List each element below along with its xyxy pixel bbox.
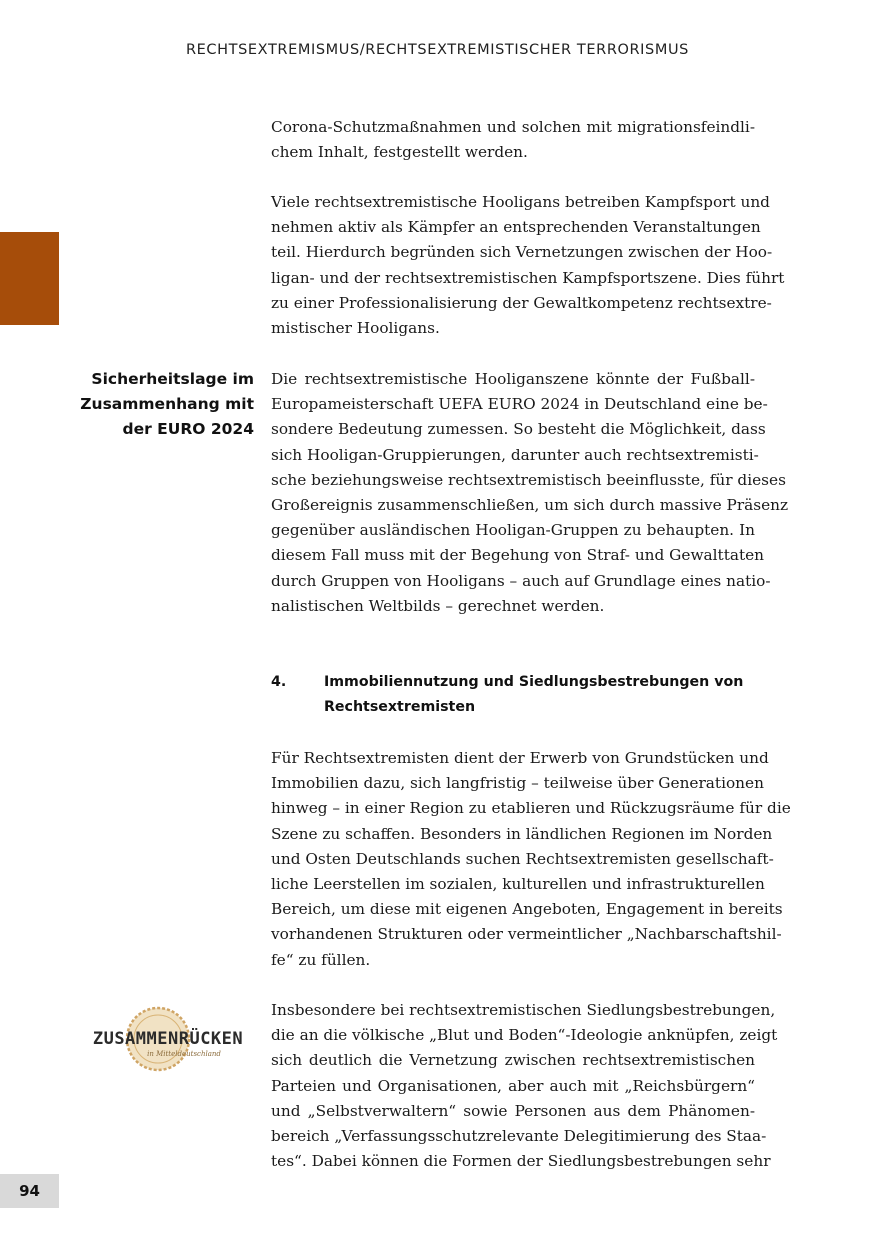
text-line: ligan- und der rechtsextremistischen Kampfsportszene. Dies führt	[271, 268, 785, 287]
margin-note-line: der EURO 2024	[122, 420, 254, 439]
circular-seal-logo-icon	[88, 1006, 248, 1072]
text-line: Szene zu schaffen. Besonders in ländlichen Regionen im Norden	[271, 824, 773, 843]
text-line: bereich „Verfassungsschutzrelevante Delegitimierung des Staa-	[271, 1127, 767, 1146]
text-line: sondere Bedeutung zumessen. So besteht die Möglichkeit, dass	[271, 420, 766, 439]
text-line: und „Selbstverwaltern“ sowie Personen aus dem Phänomen-	[271, 1101, 755, 1120]
text-line: sich Hooligan-Gruppierungen, darunter auch rechtsextremisti-	[271, 445, 759, 464]
chapter-tab-marker	[0, 232, 59, 325]
text-line: Corona-Schutzmaßnahmen und solchen mit migrationsfeindli-	[271, 118, 755, 136]
page-number: 94	[0, 1174, 59, 1208]
text-line: diesem Fall muss mit der Begehung von Straf- und Gewalttaten	[271, 546, 765, 565]
paragraph-5	[271, 998, 778, 1174]
text-line: Parteien und Organisationen, aber auch mit „Reichsbürgern“	[271, 1076, 755, 1095]
section-title	[324, 670, 743, 720]
text-line: mistischer Hooligans.	[271, 319, 440, 338]
text-line: Großereignis zusammenschließen, um sich durch massive Präsenz	[271, 496, 789, 515]
text-line: sche beziehungsweise rechtsextremistisch beeinflusste, für dieses	[271, 470, 786, 489]
text-line: tes“. Dabei können die Formen der Siedlungsbestrebungen sehr	[271, 1152, 771, 1171]
section-title-line: Immobiliennutzung und Siedlungsbestrebungen von	[324, 674, 744, 690]
paragraph-1	[271, 115, 755, 165]
text-line: fe“ zu füllen.	[271, 950, 371, 969]
text-line: sich deutlich die Vernetzung zwischen rechtsextremistischen	[271, 1051, 755, 1070]
margin-note-line: Sicherheitslage im	[91, 370, 254, 388]
text-line: Für Rechtsextremisten dient der Erwerb von Grundstücken und	[271, 749, 769, 767]
text-line: Europameisterschaft UEFA EURO 2024 in Deutschland eine be-	[271, 395, 768, 414]
text-line: hinweg – in einer Region zu etablieren und Rückzugsräume für die	[271, 799, 791, 818]
text-line: gegenüber ausländischen Hooligan-Gruppen zu behaupten. In	[271, 521, 755, 540]
zusammenruecken-logo	[88, 1006, 248, 1072]
text-line: die an die völkische „Blut und Boden“-Ideologie anknüpfen, zeigt	[271, 1026, 778, 1045]
text-line: Immobilien dazu, sich langfristig – teilweise über Generationen	[271, 774, 764, 793]
section-title-line: Rechtsextremisten	[324, 699, 476, 715]
text-line: Die rechtsextremistische Hooliganszene könnte der Fußball-	[271, 370, 755, 388]
section-number: 4.	[271, 674, 287, 690]
text-line: chem Inhalt, festgestellt werden.	[271, 143, 528, 162]
paragraph-4	[271, 746, 791, 973]
text-line: nalistischen Weltbilds – gerechnet werden.	[271, 596, 605, 615]
running-header: RECHTSEXTREMISMUS/RECHTSEXTREMISTISCHER TERRORISMUS	[186, 42, 689, 58]
text-line: Viele rechtsextremistische Hooligans betreiben Kampfsport und	[271, 193, 770, 211]
section-heading	[271, 670, 755, 720]
text-line: und Osten Deutschlands suchen Rechtsextremisten gesellschaft-	[271, 849, 774, 868]
text-line: liche Leerstellen im sozialen, kulturellen und infrastrukturellen	[271, 875, 765, 894]
text-line: vorhandenen Strukturen oder vermeintlicher „Nachbarschaftshil-	[271, 925, 782, 944]
text-line: Insbesondere bei rechtsextremistischen Siedlungsbestrebungen,	[271, 1001, 776, 1019]
logo-wordmark: ZUSAMMENRÜCKEN	[92, 1029, 244, 1049]
text-line: teil. Hierdurch begründen sich Vernetzungen zwischen der Hoo-	[271, 243, 773, 262]
logo-tagline: in Mitteldeutschland	[147, 1050, 221, 1058]
text-line: durch Gruppen von Hooligans – auch auf Grundlage eines natio-	[271, 571, 771, 590]
paragraph-3	[271, 367, 789, 619]
margin-note-line: Zusammenhang mit	[80, 395, 254, 414]
paragraph-2	[271, 190, 785, 341]
text-line: Bereich, um diese mit eigenen Angeboten, Engagement in bereits	[271, 900, 783, 919]
text-line: nehmen aktiv als Kämpfer an entsprechenden Veranstaltungen	[271, 218, 761, 237]
margin-note	[60, 367, 254, 443]
text-line: zu einer Professionalisierung der Gewaltkompetenz rechtsextre-	[271, 293, 772, 312]
